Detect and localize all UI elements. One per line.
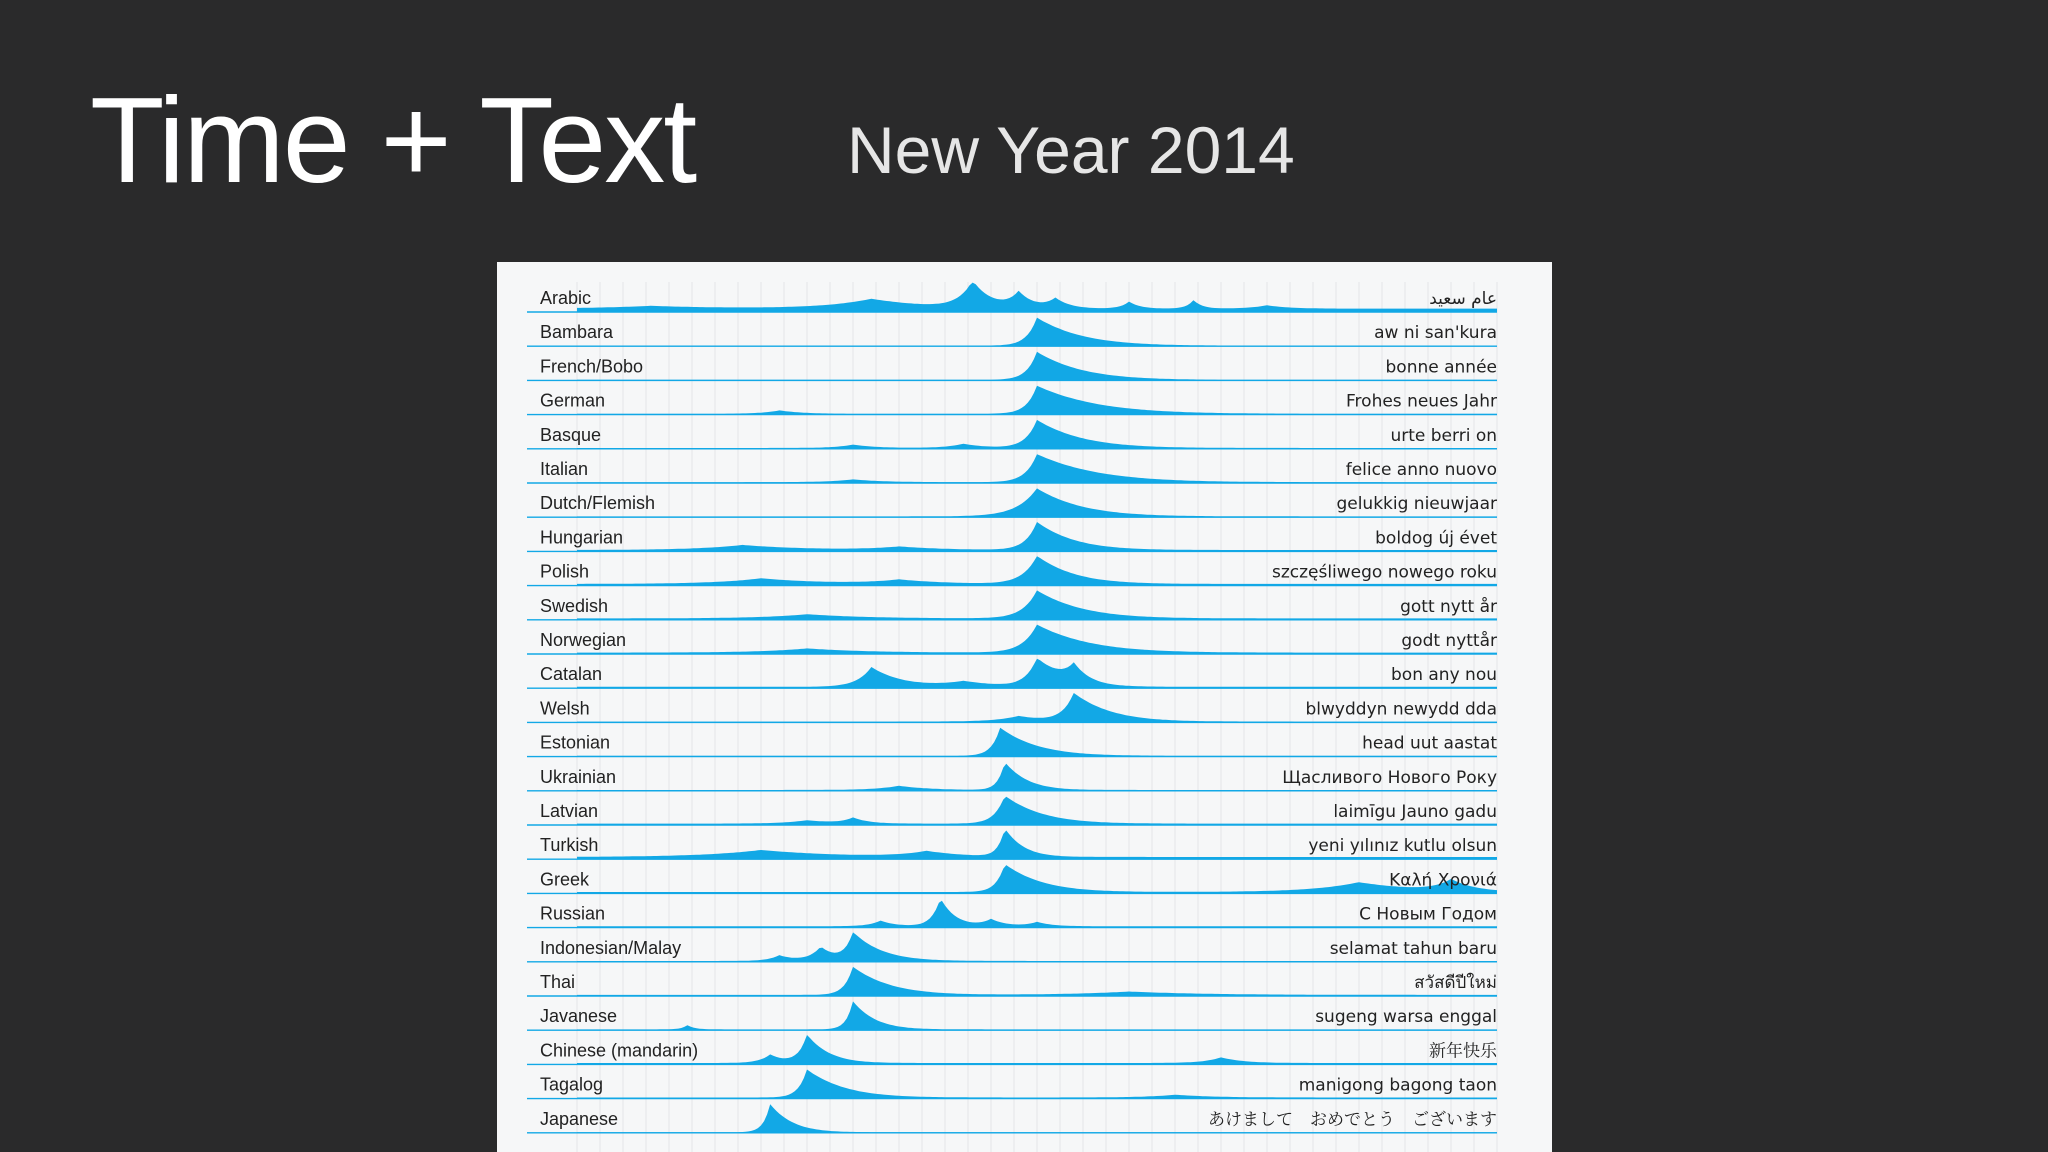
ridge-row bbox=[527, 901, 1497, 928]
row-greeting-label: Καλή Χρονιά bbox=[1389, 870, 1497, 891]
row-greeting-label: 新年快乐 bbox=[1429, 1041, 1497, 1062]
ridge-row bbox=[527, 831, 1497, 860]
row-language-label: Indonesian/Malay bbox=[540, 937, 682, 958]
chart-rows bbox=[527, 283, 1498, 1133]
ridge-row bbox=[527, 865, 1497, 893]
row-language-label: Catalan bbox=[540, 664, 603, 685]
row-greeting-label: selamat tahun baru bbox=[1329, 938, 1497, 959]
row-greeting-label: sugeng warsa enggal bbox=[1315, 1007, 1497, 1028]
row-language-label: Norwegian bbox=[540, 630, 627, 650]
row-greeting-label: С Новым Годом bbox=[1359, 904, 1497, 925]
row-language-label: Estonian bbox=[540, 732, 611, 753]
row-greeting-label: Frohes neues Jahr bbox=[1346, 391, 1497, 412]
ridge-row bbox=[527, 1070, 1497, 1099]
row-greeting-label: สวัสดีปีใหม่ bbox=[1414, 973, 1497, 993]
ridge-row bbox=[527, 556, 1497, 585]
row-greeting-label: gott nytt år bbox=[1400, 596, 1497, 617]
ridgeline-chart bbox=[497, 262, 1552, 1152]
chart-panel bbox=[497, 262, 1552, 1152]
row-greeting-label: bon any nou bbox=[1391, 665, 1497, 686]
ridge-row bbox=[527, 1001, 1497, 1030]
row-language-label: Japanese bbox=[540, 1108, 619, 1129]
row-language-label: Swedish bbox=[540, 595, 609, 616]
ridge-row bbox=[527, 420, 1497, 449]
slide-title: Time + Text bbox=[90, 72, 696, 208]
ridge-row bbox=[527, 352, 1497, 381]
row-language-label: Turkish bbox=[540, 835, 599, 856]
row-greeting-label: felice anno nuovo bbox=[1345, 460, 1497, 480]
row-greeting-label: blwyddyn newydd dda bbox=[1305, 699, 1497, 720]
row-greeting-label: urte berri on bbox=[1390, 425, 1497, 446]
ridge-row bbox=[527, 454, 1497, 483]
row-greeting-label: manigong bagong taon bbox=[1298, 1075, 1497, 1096]
ridge-row bbox=[527, 728, 1497, 757]
ridge-row bbox=[527, 967, 1497, 996]
row-language-label: Polish bbox=[540, 561, 590, 582]
row-language-label: Bambara bbox=[540, 322, 614, 343]
row-language-label: Hungarian bbox=[540, 527, 624, 548]
row-language-label: German bbox=[540, 390, 606, 411]
ridge-row bbox=[527, 625, 1497, 654]
row-greeting-label: boldog új évet bbox=[1375, 528, 1497, 549]
row-greeting-label: yeni yılınız kutlu olsun bbox=[1308, 836, 1497, 857]
ridge-row bbox=[527, 522, 1497, 551]
ridge-row bbox=[527, 488, 1497, 517]
row-greeting-label: bonne année bbox=[1385, 357, 1497, 378]
row-language-label: Greek bbox=[540, 869, 590, 890]
ridge-row bbox=[527, 764, 1497, 791]
ridge-row bbox=[527, 932, 1497, 961]
ridge-row bbox=[527, 659, 1497, 688]
row-language-label: Chinese (mandarin) bbox=[540, 1040, 699, 1061]
row-greeting-label: عام سعيد bbox=[1429, 289, 1497, 309]
row-greeting-label: Щасливого Нового Року bbox=[1282, 767, 1497, 788]
ridge-row bbox=[527, 1035, 1498, 1064]
row-language-label: Dutch/Flemish bbox=[540, 493, 656, 514]
row-language-label: Arabic bbox=[540, 288, 592, 308]
ridge-row bbox=[527, 283, 1497, 312]
row-greeting-label: head uut aastat bbox=[1362, 733, 1497, 754]
ridge-row bbox=[527, 386, 1497, 415]
row-greeting-label: あけまして おめでとう ございます bbox=[1208, 1109, 1497, 1130]
row-language-label: Welsh bbox=[540, 698, 590, 719]
ridge-row bbox=[527, 797, 1497, 825]
row-language-label: Italian bbox=[540, 459, 589, 479]
row-language-label: Russian bbox=[540, 903, 606, 924]
row-language-label: Basque bbox=[540, 424, 602, 445]
row-language-label: French/Bobo bbox=[540, 356, 644, 377]
ridge-row bbox=[527, 590, 1497, 619]
row-greeting-label: gelukkig nieuwjaar bbox=[1336, 494, 1497, 515]
row-language-label: Javanese bbox=[540, 1006, 618, 1027]
row-greeting-label: szczęśliwego nowego roku bbox=[1271, 562, 1497, 583]
row-language-label: Thai bbox=[540, 972, 576, 992]
row-greeting-label: godt nyttår bbox=[1401, 631, 1497, 651]
ridge-row bbox=[527, 318, 1497, 347]
row-language-label: Latvian bbox=[540, 801, 599, 821]
ridge-row bbox=[527, 1104, 1497, 1133]
row-greeting-label: laimīgu Jauno gadu bbox=[1333, 802, 1497, 822]
row-language-label: Ukrainian bbox=[540, 766, 617, 787]
row-language-label: Tagalog bbox=[540, 1074, 604, 1095]
ridge-row bbox=[527, 693, 1497, 722]
slide-subtitle: New Year 2014 bbox=[847, 113, 1295, 187]
row-greeting-label: aw ni san'kura bbox=[1374, 323, 1497, 344]
